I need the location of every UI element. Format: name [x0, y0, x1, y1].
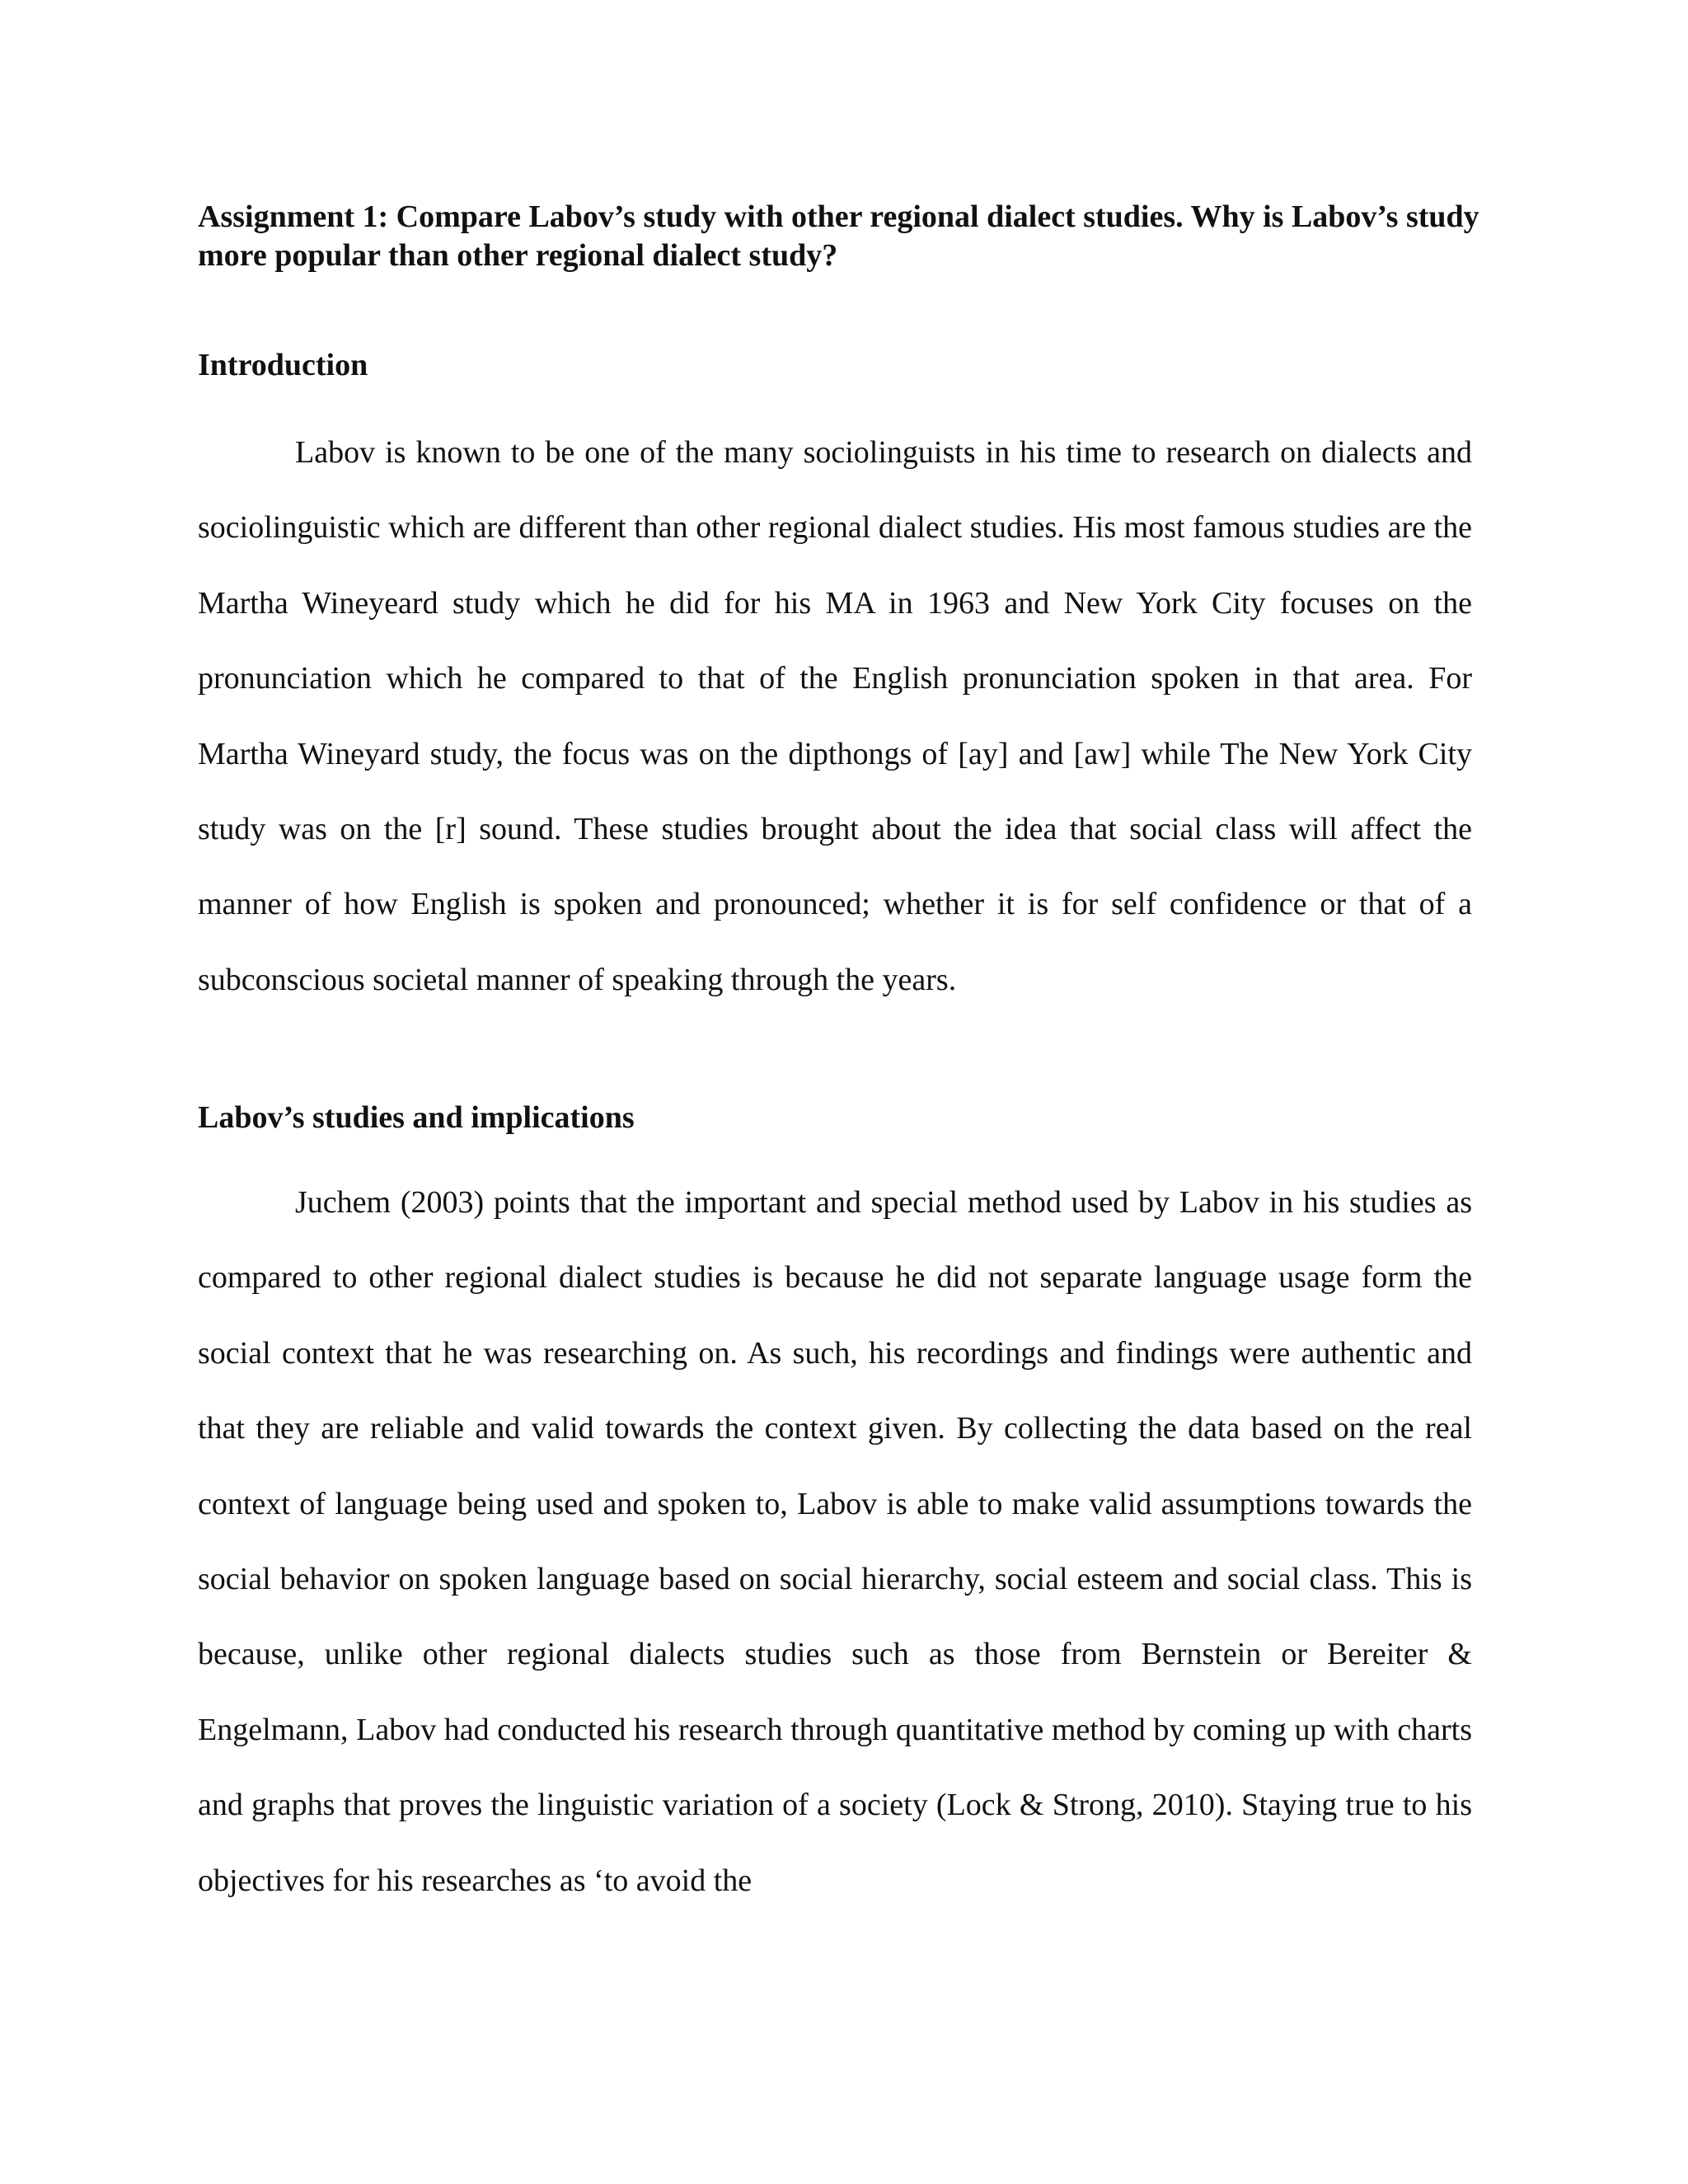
assignment-title: Assignment 1: Compare Labov’s study with other regional dialect studies. Why is Labov’s study more popular than other regional dialect study?: [198, 199, 1479, 273]
paragraph-labov-studies: Juchem (2003) points that the important and special method used by Labov in his studies as compared to other regional dialect studies is because he did not separate language usage form the social context that he was researching on. As such, his recordings and findings were authentic and that they are reliable and valid towards the context given. By collecting the data based on the real context of language being used and spoken to, Labov is able to make valid assumptions towards the social behavior on spoken language based on social hierarchy, social esteem and social class. This is because, unlike other regional dialects studies such as those from Bernstein or Bereiter & Engelmann, Labov had conducted his research through quantitative method by coming up with charts and graphs that proves the linguistic variation of a society (Lock & Strong, 2010). Staying true to his objectives for his researches as ‘to avoid the: [198, 1185, 1472, 1898]
section-heading-labov-studies: Labov’s studies and implications: [198, 1100, 635, 1135]
paragraph-introduction: Labov is known to be one of the many sociolinguists in his time to research on dialects and sociolinguistic which are different than other regional dialect studies. His most famous studies are the Martha Wineyeard study which he did for his MA in 1963 and New York City focuses on the pronunciation which he compared to that of the English pronunciation spoken in that area. For Martha Wineyard study, the focus was on the dipthongs of [ay] and [aw] while The New York City study was on the [r] sound. These studies brought about the idea that social class will affect the manner of how English is spoken and pronounced; whether it is for self confidence or that of a subconscious societal manner of speaking through the years.: [198, 435, 1472, 997]
section-heading-introduction: Introduction: [198, 348, 368, 382]
